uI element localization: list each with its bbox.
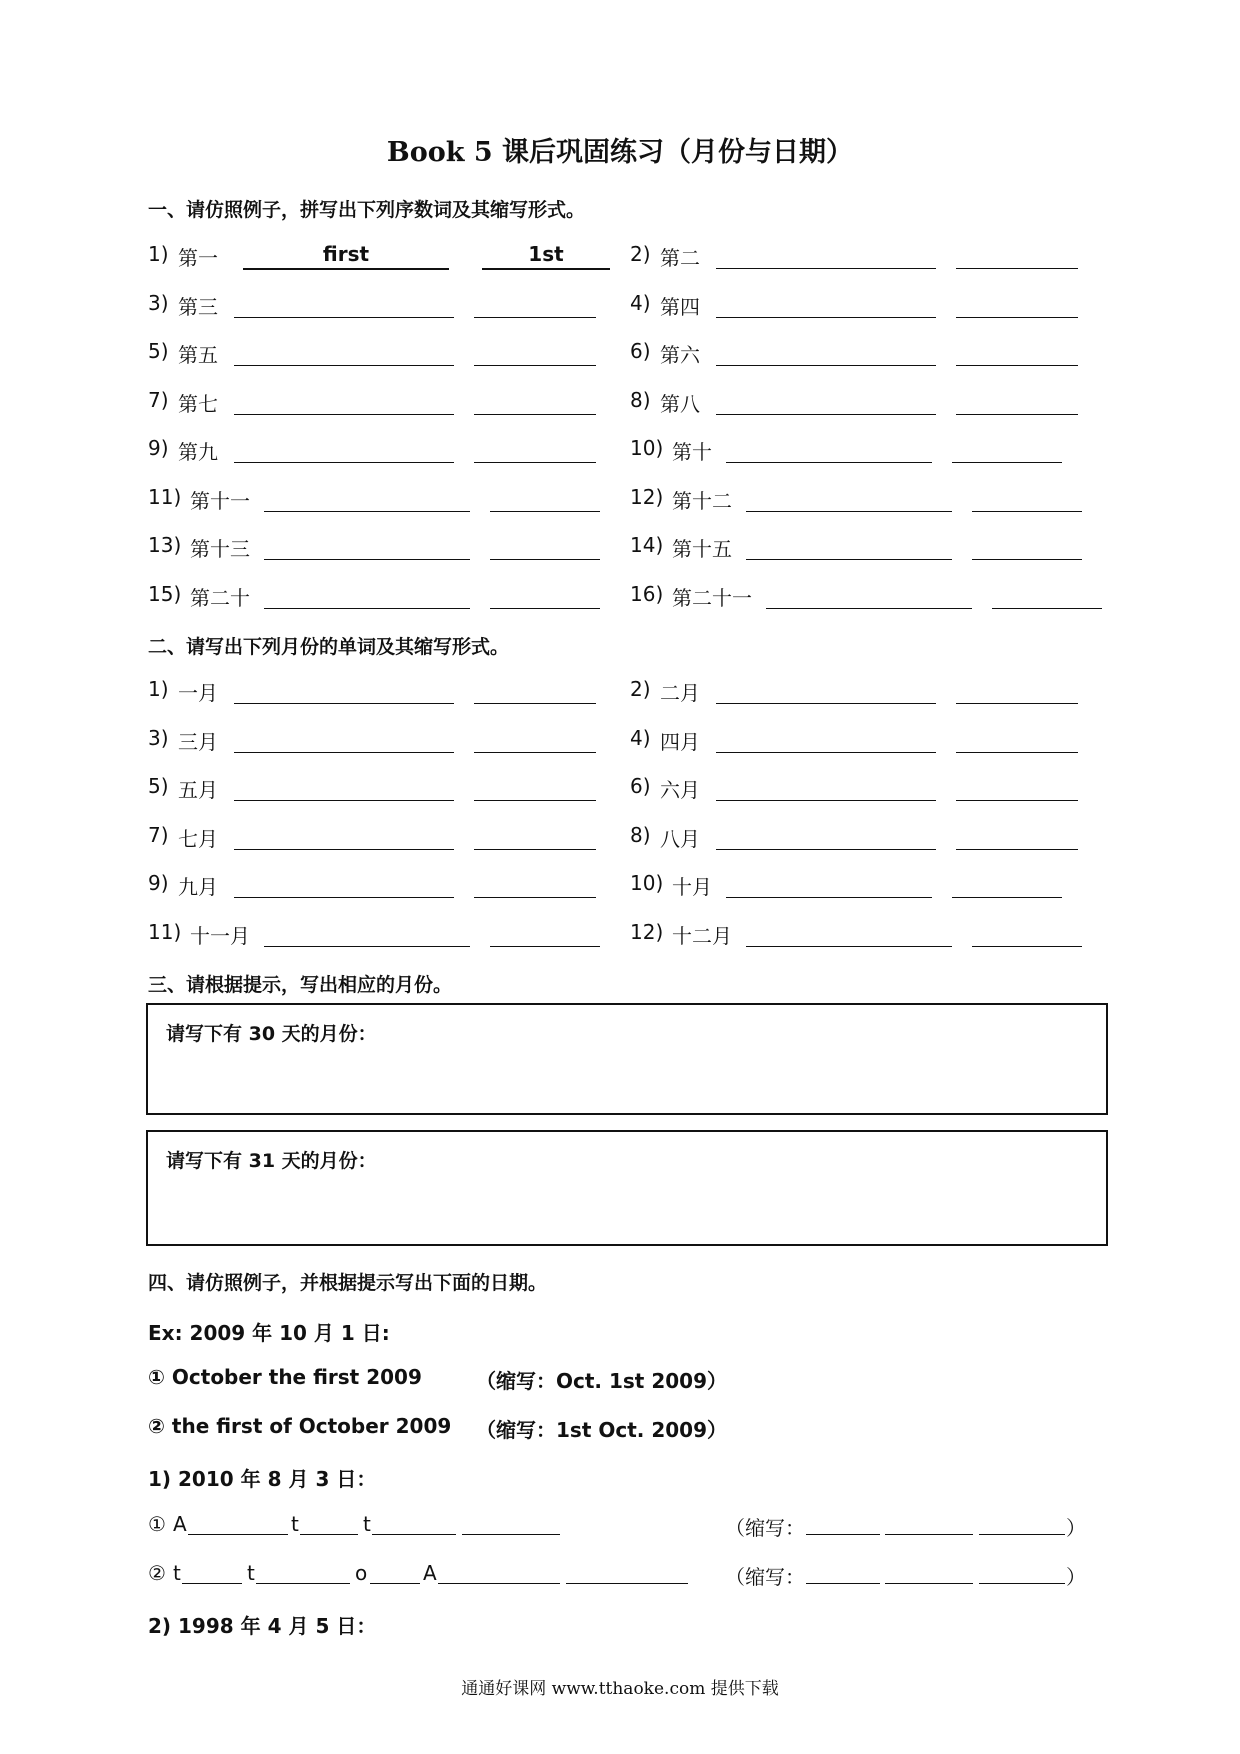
item-label: 第五 [178, 343, 218, 367]
answer-box-prompt: 请写下有 30 天的月份： [166, 1023, 377, 1045]
abbreviation-blank[interactable] [952, 462, 1062, 463]
item-number: 2) [630, 677, 651, 701]
exercise-row [148, 580, 618, 610]
item-label: 第二十一 [672, 585, 752, 610]
word-blank[interactable] [234, 414, 454, 415]
answer-blank[interactable] [182, 1583, 242, 1584]
example-answer: first [322, 242, 370, 266]
exercise-row [148, 434, 618, 464]
item-number: 6) [630, 774, 651, 798]
exercise-row [148, 531, 618, 561]
word-blank[interactable] [746, 511, 952, 512]
exercise-row [630, 772, 1100, 802]
item-label: 第十二 [672, 488, 732, 513]
item-label: 第十 [672, 440, 712, 464]
item-number: 1) [148, 242, 169, 266]
word-blank[interactable] [234, 752, 454, 753]
answer-blank[interactable] [806, 1583, 880, 1584]
word-blank[interactable] [716, 268, 936, 269]
item-label: 第二十 [190, 585, 250, 610]
abbreviation-blank[interactable] [956, 849, 1078, 850]
abbreviation-blank[interactable] [482, 242, 610, 270]
item-label: 十月 [672, 875, 712, 899]
item-number: 2) [630, 242, 651, 266]
item-label: 第九 [178, 440, 218, 464]
abbreviation-blank[interactable] [474, 897, 596, 898]
item-number: 7) [148, 387, 169, 412]
example-line-2: ② the first of October 2009 [148, 1414, 452, 1438]
hint-letter: A [423, 1561, 437, 1585]
exercise-row [630, 531, 1100, 561]
exercise-row [630, 580, 1100, 610]
word-blank[interactable] [746, 946, 952, 947]
exercise-row [148, 675, 618, 705]
hint-letter: A [173, 1512, 187, 1536]
answer-blank[interactable] [372, 1534, 456, 1535]
item-label: 第七 [178, 391, 218, 416]
exercise-row [148, 240, 618, 270]
item-number: 10) [630, 436, 664, 460]
exercise-row [630, 821, 1100, 851]
abbreviation-blank[interactable] [474, 703, 596, 704]
item-number: 6) [630, 339, 651, 363]
item-number: 7) [148, 822, 169, 847]
hint-letter: o [355, 1561, 368, 1585]
answer-box-31-days[interactable] [146, 1130, 1108, 1246]
hint-letter: t [173, 1561, 181, 1585]
exercise-row [148, 386, 618, 416]
abbreviation-blank[interactable] [956, 365, 1078, 366]
abbreviation-blank[interactable] [952, 897, 1062, 898]
answer-blank[interactable] [370, 1583, 420, 1584]
exercise-row [630, 724, 1100, 754]
item-number: 14) [630, 533, 664, 557]
exercise-row [630, 289, 1100, 319]
item-number: 5) [148, 339, 169, 363]
abbreviation-blank[interactable] [972, 511, 1082, 512]
answer-blank[interactable] [885, 1583, 973, 1584]
hint-letter: t [291, 1512, 299, 1536]
abbreviation-blank[interactable] [490, 559, 600, 560]
exercise-row [630, 240, 1100, 270]
exercise-row [630, 483, 1100, 513]
answer-blank[interactable] [188, 1534, 288, 1535]
answer-blank[interactable] [566, 1583, 688, 1584]
item-number: 3) [148, 725, 169, 750]
item-label: 十一月 [190, 923, 250, 948]
answer-blank[interactable] [300, 1534, 358, 1535]
item-number: 10) [630, 871, 664, 895]
abbreviation-blank[interactable] [474, 365, 596, 366]
word-blank[interactable] [716, 800, 936, 801]
exercise-row [630, 337, 1100, 367]
item-label: 第六 [660, 343, 700, 367]
word-blank[interactable] [243, 242, 449, 270]
exercise-row [630, 386, 1100, 416]
hint-letter: t [363, 1512, 371, 1536]
answer-blank[interactable] [462, 1534, 560, 1535]
abbreviation-blank[interactable] [956, 703, 1078, 704]
page-title: Book 5 课后巩固练习（月份与日期） [386, 137, 854, 168]
item-number: 13) [148, 533, 182, 557]
item-number: 11) [148, 484, 182, 509]
word-blank[interactable] [264, 559, 470, 560]
item-number: 16) [630, 581, 664, 606]
item-number: 4) [630, 290, 651, 315]
word-blank[interactable] [234, 703, 454, 704]
answer-blank[interactable] [885, 1534, 973, 1535]
word-blank[interactable] [746, 559, 952, 560]
item-number: 11) [148, 919, 182, 944]
word-blank[interactable] [726, 897, 932, 898]
word-blank[interactable] [234, 849, 454, 850]
abbreviation-blank[interactable] [956, 268, 1078, 269]
abbr-close: ） [1066, 1565, 1086, 1589]
item-label: 第四 [660, 294, 700, 319]
answer-blank[interactable] [979, 1534, 1065, 1535]
abbreviation-blank[interactable] [474, 800, 596, 801]
answer-blank[interactable] [256, 1583, 350, 1584]
word-blank[interactable] [234, 317, 454, 318]
example-line-1: ① October the first 2009 [148, 1365, 422, 1389]
exercise-row [148, 918, 618, 948]
abbr-open: （缩写： [725, 1565, 805, 1589]
exercise-row [148, 289, 618, 319]
item-number: 12) [630, 484, 664, 509]
item-number: 4) [630, 725, 651, 750]
answer-blank[interactable] [438, 1583, 560, 1584]
item-number: 8) [630, 387, 651, 412]
item-label: 十二月 [672, 923, 732, 948]
word-blank[interactable] [716, 365, 936, 366]
word-blank[interactable] [264, 946, 470, 947]
exercise-row [630, 869, 1100, 899]
item-number: 1) [148, 677, 169, 701]
item-label: 第一 [178, 246, 218, 270]
abbreviation-blank[interactable] [474, 849, 596, 850]
word-blank[interactable] [234, 462, 454, 463]
abbreviation-blank[interactable] [474, 752, 596, 753]
item-number: 12) [630, 919, 664, 944]
word-blank[interactable] [716, 317, 936, 318]
question-2-date: 2) 1998 年 4 月 5 日： [148, 1614, 377, 1638]
item-label: 第八 [660, 391, 700, 416]
exercise-row [148, 821, 618, 851]
word-blank[interactable] [264, 608, 470, 609]
item-label: 五月 [178, 778, 218, 802]
section-4-heading: 四、请仿照例子，并根据提示写出下面的日期。 [148, 1272, 548, 1294]
item-number: 5) [148, 774, 169, 798]
example-abbr-1: （缩写：Oct. 1st 2009） [476, 1369, 727, 1393]
abbreviation-blank[interactable] [972, 946, 1082, 947]
word-blank[interactable] [234, 365, 454, 366]
item-number: 3) [148, 290, 169, 315]
section-3-heading: 三、请根据提示，写出相应的月份。 [148, 974, 453, 996]
item-label: 八月 [660, 826, 700, 851]
abbreviation-blank[interactable] [972, 559, 1082, 560]
exercise-row [148, 337, 618, 367]
item-label: 第二 [660, 246, 700, 270]
word-blank[interactable] [766, 608, 972, 609]
abbreviation-blank[interactable] [956, 800, 1078, 801]
abbr-open: （缩写： [725, 1516, 805, 1540]
example-abbr-2: （缩写：1st Oct. 2009） [476, 1418, 727, 1442]
item-number: 15) [148, 581, 182, 606]
word-blank[interactable] [264, 511, 470, 512]
answer-box-30-days[interactable] [146, 1003, 1108, 1115]
item-label: 四月 [660, 729, 700, 754]
footer-credit: 通通好课网 www.tthaoke.com 提供下载 [461, 1679, 779, 1699]
item-label: 一月 [178, 681, 218, 705]
abbreviation-blank[interactable] [992, 608, 1102, 609]
section-2-heading: 二、请写出下列月份的单词及其缩写形式。 [148, 636, 510, 658]
abbreviation-blank[interactable] [490, 511, 600, 512]
word-blank[interactable] [726, 462, 932, 463]
exercise-row [630, 918, 1100, 948]
abbreviation-blank[interactable] [490, 946, 600, 947]
item-label: 九月 [178, 875, 218, 899]
exercise-row [148, 724, 618, 754]
item-label: 三月 [178, 729, 218, 754]
example-abbreviation: 1st [528, 242, 564, 266]
item-label: 七月 [178, 826, 218, 851]
hint-letter: t [247, 1561, 255, 1585]
word-blank[interactable] [716, 752, 936, 753]
answer-blank[interactable] [979, 1583, 1065, 1584]
abbreviation-blank[interactable] [474, 317, 596, 318]
question-1-date: 1) 2010 年 8 月 3 日： [148, 1467, 377, 1491]
item-number: 9) [148, 871, 169, 895]
abbreviation-blank[interactable] [956, 414, 1078, 415]
circle-mark-1: ① [148, 1512, 166, 1536]
exercise-row [148, 869, 618, 899]
item-number: 9) [148, 436, 169, 460]
exercise-row [148, 483, 618, 513]
example-date: Ex: 2009 年 10 月 1 日: [148, 1321, 390, 1345]
circle-mark-2: ② [148, 1561, 166, 1585]
item-label: 第三 [178, 294, 218, 319]
abbreviation-blank[interactable] [956, 317, 1078, 318]
item-label: 第十三 [190, 537, 250, 561]
section-1-heading: 一、请仿照例子，拼写出下列序数词及其缩写形式。 [148, 199, 586, 221]
abbreviation-blank[interactable] [474, 414, 596, 415]
item-label: 第十五 [672, 537, 732, 561]
word-blank[interactable] [716, 849, 936, 850]
word-blank[interactable] [716, 414, 936, 415]
word-blank[interactable] [716, 703, 936, 704]
answer-box-prompt: 请写下有 31 天的月份： [166, 1150, 377, 1172]
exercise-row [148, 772, 618, 802]
answer-blank[interactable] [806, 1534, 880, 1535]
item-label: 第十一 [190, 488, 250, 513]
abbreviation-blank[interactable] [490, 608, 600, 609]
abbr-close: ） [1066, 1516, 1086, 1540]
abbreviation-blank[interactable] [956, 752, 1078, 753]
item-label: 二月 [660, 681, 700, 705]
abbreviation-blank[interactable] [474, 462, 596, 463]
exercise-row [630, 434, 1100, 464]
exercise-row [630, 675, 1100, 705]
word-blank[interactable] [234, 800, 454, 801]
item-number: 8) [630, 822, 651, 847]
item-label: 六月 [660, 778, 700, 802]
word-blank[interactable] [234, 897, 454, 898]
